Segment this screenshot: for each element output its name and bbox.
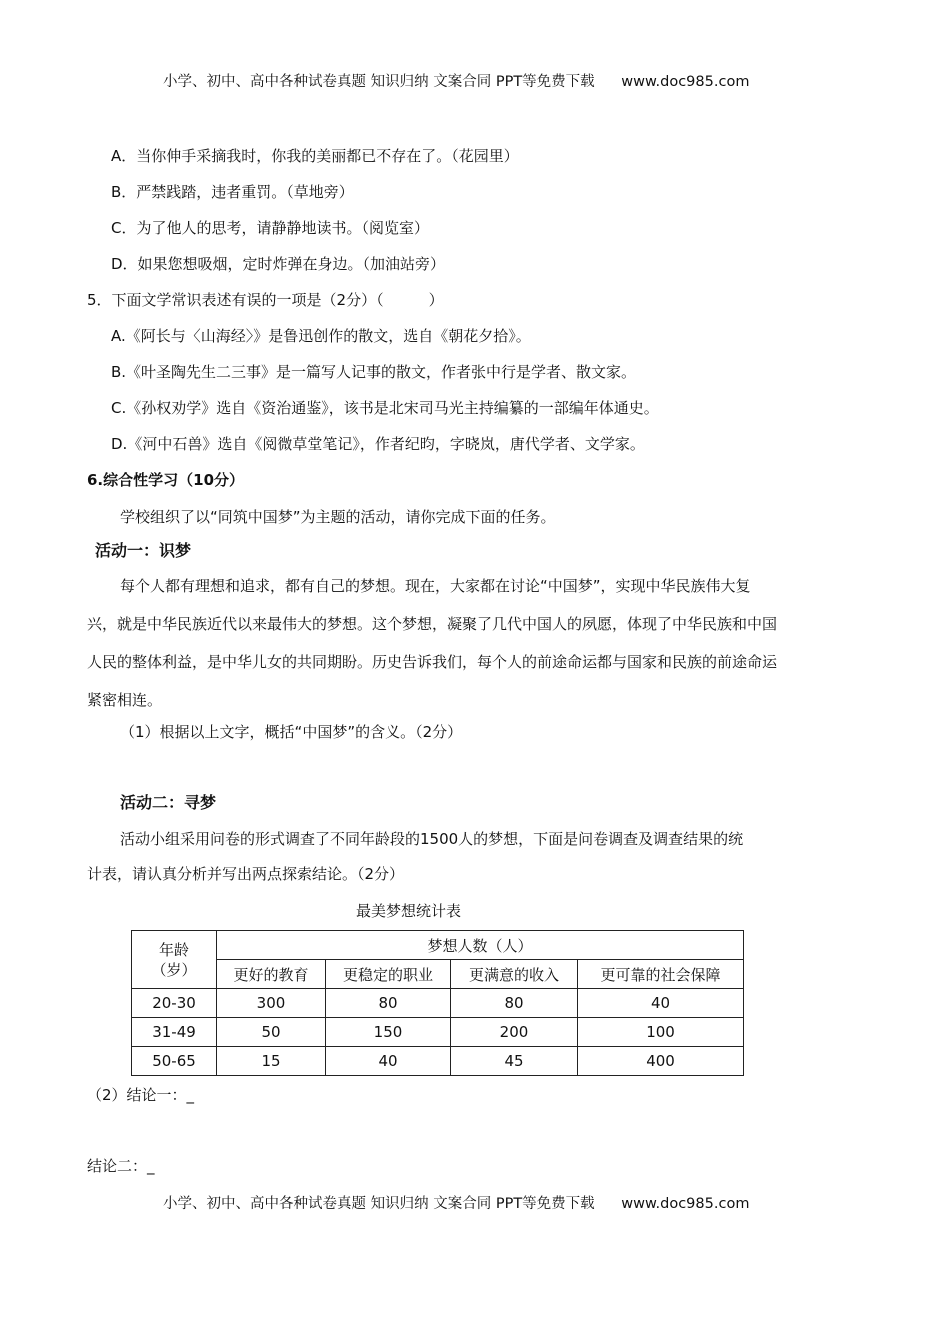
value-cell: 40 (578, 989, 744, 1018)
q5-option-b: B.《叶圣陶先生二三事》是一篇写人记事的散文，作者张中行是学者、散文家。 (111, 363, 637, 381)
header-site: www.doc985.com (621, 74, 750, 90)
q5-option-d: D.《河中石兽》选自《阅微草堂笔记》，作者纪昀，字晓岚，唐代学者、文学家。 (111, 435, 645, 453)
column-header: 更稳定的职业 (326, 960, 451, 989)
value-cell: 40 (326, 1047, 451, 1076)
q4-option-c: C．为了他人的思考，请静静地读书。（阅览室） (111, 219, 429, 237)
table-row (132, 1047, 744, 1076)
activity1-paragraph (87, 567, 865, 719)
activity1-question: （1）根据以上文字，概括“中国梦”的含义。（2分） (120, 723, 463, 741)
activity2-title: 活动二：寻梦 (120, 793, 217, 812)
value-cell: 15 (217, 1047, 326, 1076)
page-footer (163, 1192, 749, 1213)
dream-stats-table (131, 930, 744, 1076)
group-header-cell: 梦想人数（人） (217, 931, 744, 960)
table-subheader-row (132, 960, 744, 989)
q4-option-b: B．严禁践踏，违者重罚。（草地旁） (111, 183, 354, 201)
q4-option-a: A．当你伸手采摘我时，你我的美丽都已不存在了。（花园里） (111, 147, 519, 165)
value-cell: 300 (217, 989, 326, 1018)
value-cell: 150 (326, 1018, 451, 1047)
conclusion-two: 结论二：_ (87, 1157, 155, 1175)
page-header (163, 70, 749, 91)
age-cell: 31-49 (132, 1018, 217, 1047)
q5-option-c: C.《孙权劝学》选自《资治通鉴》，该书是北宋司马光主持编纂的一部编年体通史。 (111, 399, 659, 417)
age-cell: 50-65 (132, 1047, 217, 1076)
value-cell: 200 (451, 1018, 578, 1047)
value-cell: 400 (578, 1047, 744, 1076)
age-cell: 20-30 (132, 989, 217, 1018)
value-cell: 80 (451, 989, 578, 1018)
value-cell: 80 (326, 989, 451, 1018)
activity2-line1: 活动小组采用问卷的形式调查了不同年龄段的1500人的梦想，下面是问卷调查及调查结果的统 (120, 830, 744, 848)
activity2-line2: 计表，请认真分析并写出两点探索结论。（2分） (87, 865, 405, 883)
activity1-line: 兴，就是中华民族近代以来最伟大的梦想。这个梦想，凝聚了几代中国人的夙愿，体现了中华民族和中国 (87, 615, 778, 633)
q4-option-d: D．如果您想吸烟，定时炸弹在身边。（加油站旁） (111, 255, 446, 273)
table-row (132, 1018, 744, 1047)
activity1-title: 活动一：识梦 (95, 541, 192, 560)
q5-option-a: A.《阿长与〈山海经〉》是鲁迅创作的散文，选自《朝花夕拾》。 (111, 327, 531, 345)
q6-title: 6.综合性学习（10分） (87, 471, 245, 489)
value-cell: 50 (217, 1018, 326, 1047)
q5-stem: 5．下面文学常识表述有误的一项是（2分）（ ） (87, 291, 444, 309)
table-title: 最美梦想统计表 (356, 902, 462, 920)
table-row (132, 989, 744, 1018)
footer-text: 小学、初中、高中各种试卷真题 知识归纳 文案合同 PPT等免费下载 (163, 1196, 595, 1212)
column-header: 更满意的收入 (451, 960, 578, 989)
value-cell: 100 (578, 1018, 744, 1047)
activity1-line: 每个人都有理想和追求，都有自己的梦想。现在，大家都在讨论“中国梦”，实现中华民族伟大复 (120, 577, 751, 595)
value-cell: 45 (451, 1047, 578, 1076)
q6-intro: 学校组织了以“同筑中国梦”为主题的活动，请你完成下面的任务。 (120, 508, 556, 526)
footer-site: www.doc985.com (621, 1196, 750, 1212)
table-header-row (132, 931, 744, 960)
header-text: 小学、初中、高中各种试卷真题 知识归纳 文案合同 PPT等免费下载 (163, 74, 595, 90)
activity1-line: 紧密相连。 (87, 691, 163, 709)
column-header: 更好的教育 (217, 960, 326, 989)
activity1-line: 人民的整体利益，是中华儿女的共同期盼。历史告诉我们，每个人的前途命运都与国家和民族的前途命运 (87, 653, 778, 671)
age-header-cell: 年龄（岁） (132, 931, 217, 989)
conclusion-one: （2）结论一：_ (87, 1086, 195, 1104)
column-header: 更可靠的社会保障 (578, 960, 744, 989)
